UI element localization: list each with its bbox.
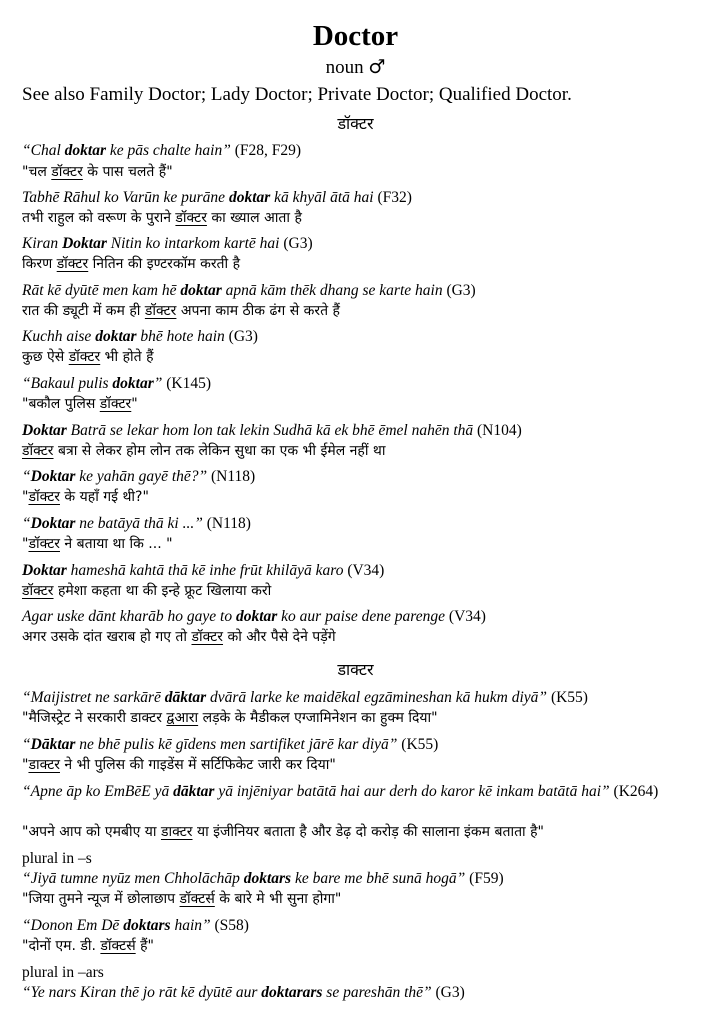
example-transliteration: “Maijistret ne sarkārē dāktar dvārā larke ke maidēkal egzāmineshan kā hukm diyā” (K55) — [22, 689, 588, 706]
example-transliteration: Kuchh aise doktar bhē hote hain (G3) — [22, 328, 258, 345]
example-transliteration: “Dāktar ne bhē pulis kē gīdens men sartifiket jārē kar diyā” (K55) — [22, 736, 439, 753]
example-devanagari: "डॉक्टर ने बताया था कि ... " — [22, 536, 173, 552]
pos-label: noun — [325, 57, 364, 78]
example-devanagari: डॉक्टर बत्रा से लेकर होम लोन तक लेकिन सुधा का एक भी ईमेल नहीं था — [22, 443, 386, 459]
example-devanagari: अगर उसके दांत खराब हो गए तो डॉक्टर को और पैसे देने पड़ेंगे — [22, 629, 336, 645]
variant-heading: डाक्टर — [337, 660, 374, 679]
example-transliteration: Doktar hameshā kahtā thā kē inhe frūt khilāyā karo (V34) — [22, 562, 385, 579]
example-transliteration: Tabhē Rāhul ko Varūn ke purāne doktar kā khyāl ātā hai (F32) — [22, 189, 412, 206]
example-transliteration: Rāt kē dyūtē men kam hē doktar apnā kām thēk dhang se karte hain (G3) — [22, 282, 476, 299]
example-transliteration: “Jiyā tumne nyūz men Chholāchāp doktars ke bare me bhē sunā hogā” (F59) — [22, 870, 504, 887]
example-devanagari: "डॉक्टर के यहाँ गई थी?" — [22, 489, 149, 505]
example-transliteration: “Doktar ke yahān gayē thē?” (N118) — [22, 468, 256, 485]
example-transliteration: “Bakaul pulis doktar” (K145) — [22, 375, 212, 392]
example-devanagari: कुछ ऐसे डॉक्टर भी होते हैं — [22, 349, 154, 365]
example-transliteration: Agar uske dānt kharāb ho gaye to doktar ko aur paise dene parenge (V34) — [22, 608, 486, 625]
example-devanagari: डॉक्टर हमेशा कहता था की इन्हे फ्रूट खिलाया करो — [22, 583, 272, 599]
example-transliteration: “Chal doktar ke pās chalte hain” (F28, F29) — [22, 142, 302, 159]
example-transliteration: Doktar Batrā se lekar hom lon tak lekin Sudhā kā ek bhē ēmel nahēn thā (N104) — [22, 422, 522, 439]
variant-heading: डॉक्टर — [337, 114, 374, 133]
example-devanagari: तभी राहुल को वरूण के पुराने डॉक्टर का ख्याल आता है — [22, 210, 302, 226]
example-devanagari: "अपने आप को एमबीए या डाक्टर या इंजीनियर बताता है और डेढ़ दो करोड़ की सालाना इंकम बताता है" — [22, 824, 545, 840]
example-devanagari: "चल डॉक्टर के पास चलते हैं" — [22, 164, 173, 180]
example-transliteration: “Doktar ne batāyā thā ki ...” (N118) — [22, 515, 251, 532]
example-devanagari: "बकौल पुलिस डॉक्टर" — [22, 396, 138, 412]
example-transliteration: Kiran Doktar Nitin ko intarkom kartē hai (G3) — [22, 235, 313, 252]
headword: Doctor — [312, 20, 399, 52]
see-also-line: See also Family Doctor; Lady Doctor; Private Doctor; Qualified Doctor. — [22, 84, 572, 105]
example-transliteration: “Ye nars Kiran thē jo rāt kē dyūtē aur doktarars se pareshān thē” (G3) — [22, 984, 465, 1001]
plural-s-label: plural in –s — [22, 850, 92, 867]
plural-ars-label: plural in –ars — [22, 964, 104, 981]
example-devanagari: "डाक्टर ने भी पुलिस की गाइडेंस में सर्टिफिकेट जारी कर दिया" — [22, 757, 336, 773]
example-devanagari: किरण डॉक्टर नितिन की इण्टरकॉम करती है — [22, 256, 241, 272]
male-gender-icon: ♂ — [368, 56, 386, 78]
example-devanagari: "मैजिस्ट्रेट ने सरकारी डाक्टर द्वआरा लड़के के मैडीकल एग्जामिनेशन का हुक्म दिया" — [22, 710, 438, 726]
example-devanagari: "दोनों एम. डी. डॉक्टर्स हैं" — [22, 938, 154, 954]
example-transliteration: “Apne āp ko EmBēE yā dāktar yā injēniyar batātā hai aur derh do karor kē inkam batātā hai” (K264) — [22, 783, 659, 800]
example-transliteration: “Donon Em Dē doktars hain” (S58) — [22, 917, 249, 934]
example-devanagari: "जिया तुमने न्यूज में छोलाछाप डॉक्टर्स के बारे मे भी सुना होगा" — [22, 891, 342, 907]
part-of-speech — [0, 54, 711, 81]
example-devanagari: रात की ड्यूटी में कम ही डॉक्टर अपना काम ठीक ढंग से करते हैं — [22, 303, 340, 319]
